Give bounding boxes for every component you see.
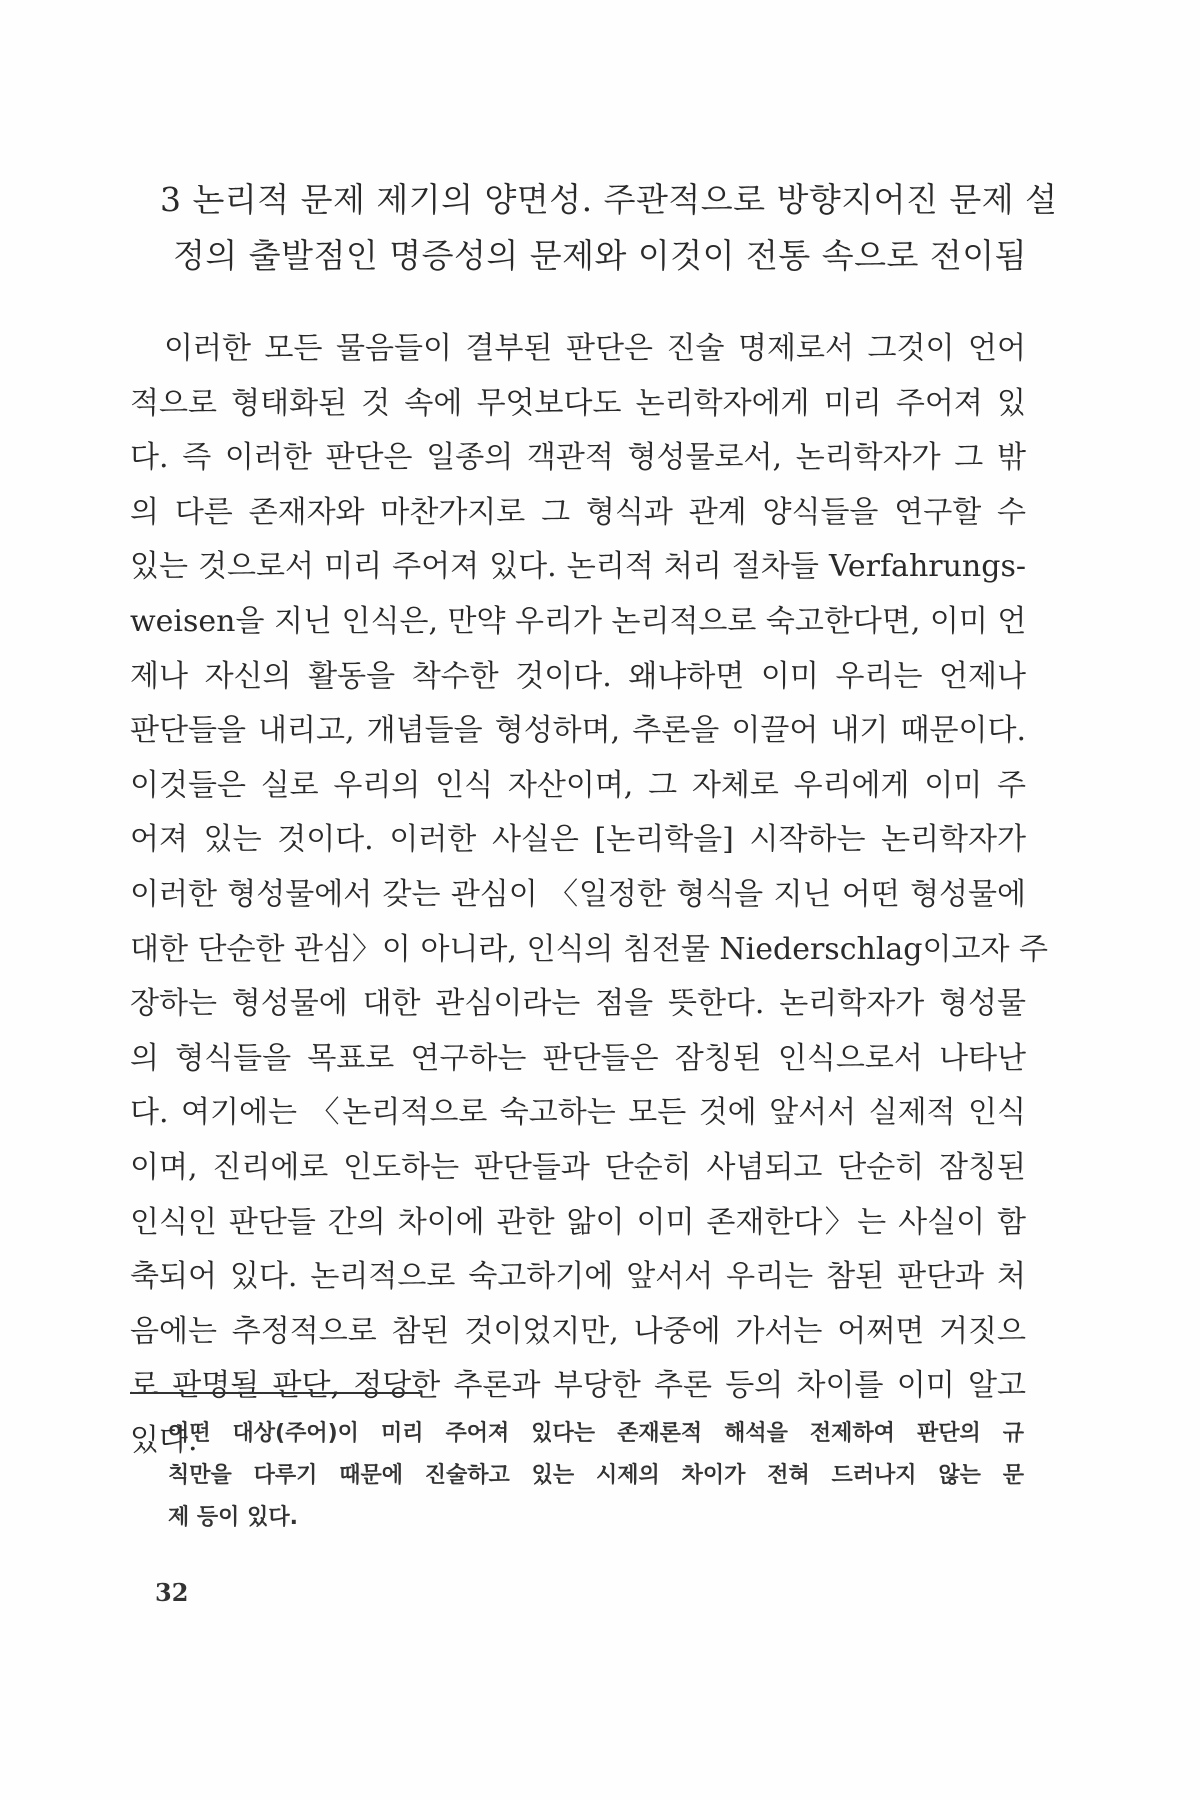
body-line: 로 판명될 판단, 정당한 추론과 부당한 추론 등의 차이를 이미 알고 bbox=[130, 1368, 1026, 1404]
body-line: 의 형식들을 목표로 연구하는 판단들은 잠칭된 인식으로서 나타난 bbox=[130, 1040, 1026, 1076]
footnote-line: 제 등이 있다. bbox=[168, 1505, 298, 1530]
body-line: 있는 것으로서 미리 주어져 있다. 논리적 처리 절차들 Verfahrungs- bbox=[130, 549, 1026, 585]
heading-line: 정의 출발점인 명증성의 문제와 이것이 전통 속으로 전이됨 bbox=[173, 236, 1027, 275]
body-line: 축되어 있다. 논리적으로 숙고하기에 앞서서 우리는 참된 판단과 처 bbox=[130, 1259, 1026, 1295]
body-line: 적으로 형태화된 것 속에 무엇보다도 논리학자에게 미리 주어져 있 bbox=[130, 385, 1026, 421]
body-line: 이러한 형성물에서 갖는 관심이 〈일정한 형식을 지닌 어떤 형성물에 bbox=[130, 876, 1026, 912]
body-line: 대한 단순한 관심〉이 아니라, 인식의 침전물 Niederschlag이고자 주 bbox=[130, 931, 1048, 967]
body-line: 의 다른 존재자와 마찬가지로 그 형식과 관계 양식들을 연구할 수 bbox=[130, 494, 1026, 530]
body-line: 이것들은 실로 우리의 인식 자산이며, 그 자체로 우리에게 이미 주 bbox=[130, 767, 1026, 803]
body-line: 제나 자신의 활동을 착수한 것이다. 왜냐하면 이미 우리는 언제나 bbox=[130, 658, 1026, 694]
body-paragraph bbox=[130, 322, 1048, 1468]
body-line: 이며, 진리에로 인도하는 판단들과 단순히 사념되고 단순히 잠칭된 bbox=[130, 1149, 1026, 1185]
body-line: 음에는 추정적으로 참된 것이었지만, 나중에 가서는 어쩌면 거짓으 bbox=[130, 1313, 1026, 1349]
body-line: 장하는 형성물에 대한 관심이라는 점을 뜻한다. 논리학자가 형성물 bbox=[130, 986, 1026, 1022]
footnote-line: 어떤 대상(주어)이 미리 주어져 있다는 존재론적 해석을 전제하여 판단의 규 bbox=[168, 1421, 1024, 1446]
body-line: 판단들을 내리고, 개념들을 형성하며, 추론을 이끌어 내기 때문이다. bbox=[130, 713, 1026, 749]
body-line: 이러한 모든 물음들이 결부된 판단은 진술 명제로서 그것이 언어 bbox=[164, 331, 1026, 366]
body-line: 어져 있는 것이다. 이러한 사실은 [논리학을] 시작하는 논리학자가 bbox=[130, 822, 1026, 858]
section-heading bbox=[160, 172, 1058, 284]
body-line: 다. 여기에는 〈논리적으로 숙고하는 모든 것에 앞서서 실제적 인식 bbox=[130, 1095, 1026, 1131]
body-line: weisen을 지닌 인식은, 만약 우리가 논리적으로 숙고한다면, 이미 언 bbox=[130, 603, 1027, 639]
body-line: 다. 즉 이러한 판단은 일종의 객관적 형성물로서, 논리학자가 그 밖 bbox=[130, 440, 1026, 476]
body-line: 있다. bbox=[130, 1422, 198, 1458]
footnote-line: 칙만을 다루기 때문에 진술하고 있는 시제의 차이가 전혀 드러나지 않는 문 bbox=[168, 1463, 1024, 1488]
page-number: 32 bbox=[155, 1578, 189, 1607]
body-line: 인식인 판단들 간의 차이에 관한 앎이 이미 존재한다〉는 사실이 함 bbox=[130, 1204, 1026, 1240]
footnote bbox=[168, 1413, 1024, 1539]
footnote-divider bbox=[130, 1392, 420, 1394]
heading-line: 3 논리적 문제 제기의 양면성. 주관적으로 방향지어진 문제 설 bbox=[160, 180, 1058, 219]
